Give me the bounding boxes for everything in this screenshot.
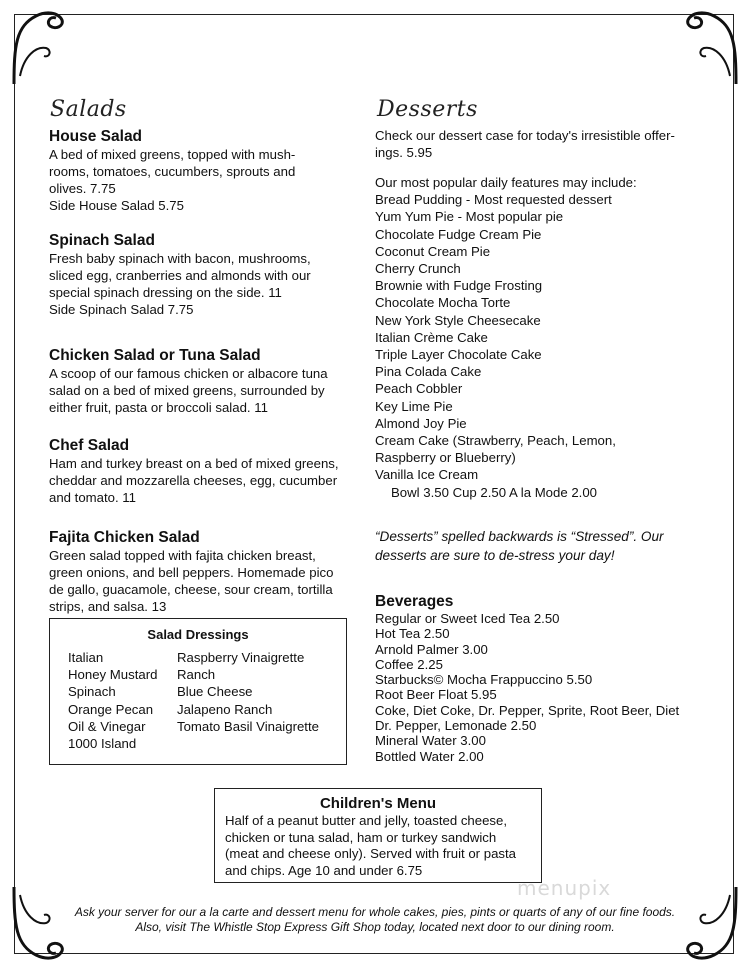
desserts-intro: Check our dessert case for today's irresistible offer- ings. 5.95 xyxy=(375,128,675,160)
beverage-item: Hot Tea 2.50 xyxy=(375,626,450,642)
item-title: Chicken Salad or Tuna Salad xyxy=(49,347,261,364)
beverages-heading: Beverages xyxy=(375,593,454,610)
item-title: Spinach Salad xyxy=(49,232,155,249)
beverage-item: Regular or Sweet Iced Tea 2.50 xyxy=(375,611,560,626)
salad-dressings-box xyxy=(49,618,347,765)
dessert-item: Chocolate Fudge Cream Pie xyxy=(375,226,542,242)
desserts-heading: Desserts xyxy=(377,97,478,122)
dressing-item: Spinach xyxy=(68,684,116,700)
salad-fajita-chicken: Fajita Chicken Salad Green salad topped with fajita chicken breast, green onions, and bell peppers. Homemade pico de gallo, guacamole, cheese, sour cream, tortilla strips, and salsa. 13 xyxy=(49,529,359,615)
desserts-list: Our most popular daily features may include: Bread Pudding - Most requested dessert Yum Yum Pie - Most popular pie Chocolate Fudge Cream Pie Coconut Cream Pie Cherry Crunch Brownie with Fudge Frosting Chocolate Mocha Torte New York Style Cheesecake Italian Crème Cake Triple Layer Chocolate Cake Pina Colada Cake Peach Cobbler Key Lime Pie Almond Joy Pie Cream Cake (Strawberry, Peach, Lemon, Raspberry or Blueberry) Vanilla Ice Cream Bowl 3.50 Cup 2.50 A la Mode 2.00 xyxy=(375,174,715,501)
dessert-item: Triple Layer Chocolate Cake xyxy=(375,347,542,363)
beverages-list xyxy=(375,611,720,764)
salad-spinach: Spinach Salad Fresh baby spinach with bacon, mushrooms, sliced egg, cranberries and almonds with our special spinach dressing on the side. 11 Side Spinach Salad 7.75 xyxy=(49,232,359,318)
salads-heading: Salads xyxy=(50,97,127,122)
dressing-item: Oil & Vinegar xyxy=(68,718,146,734)
dressing-item: Blue Cheese xyxy=(177,684,253,700)
dessert-item: Vanilla Ice Cream xyxy=(375,467,479,483)
dressing-item: Italian xyxy=(68,650,104,665)
dressing-item: Raspberry Vinaigrette xyxy=(177,650,305,665)
footer-note: Ask your server for our a la carte and dessert menu for whole cakes, pies, pints or quarts of any of our fine foods. Also, visit The Whistle Stop Express Gift Shop today, located next door to our dining room. xyxy=(74,905,676,934)
dessert-item: Key Lime Pie xyxy=(375,398,453,414)
dessert-item: Pina Colada Cake xyxy=(375,364,482,380)
childrens-menu-title: Children's Menu xyxy=(319,795,437,812)
beverage-item: Starbucks© Mocha Frappuccino 5.50 xyxy=(375,672,593,688)
beverage-item: Bottled Water 2.00 xyxy=(375,748,484,764)
desserts-quote: “Desserts” spelled backwards is “Stressed”. Our desserts are sure to de-stress your day! xyxy=(375,529,664,563)
beverage-item: Coffee 2.25 xyxy=(375,656,443,672)
dressing-item: Orange Pecan xyxy=(68,701,154,717)
beverage-item: Mineral Water 3.00 xyxy=(375,733,486,749)
corner-flourish-top-left xyxy=(6,6,66,86)
salad-dressings-title: Salad Dressings xyxy=(147,627,249,642)
salad-chef: Chef Salad Ham and turkey breast on a bed of mixed greens, cheddar and mozzarella cheeses, egg, cucumber and tomato. 11 xyxy=(49,437,359,506)
dressings-left-list xyxy=(68,649,157,752)
dessert-item: Raspberry or Blueberry) xyxy=(375,450,516,466)
beverage-item: Root Beer Float 5.95 xyxy=(375,687,497,703)
salad-chicken-tuna: Chicken Salad or Tuna Salad A scoop of our famous chicken or albacore tuna salad on a bed of mixed greens, surrounded by either fruit, pasta or broccoli salad. 11 xyxy=(49,347,359,416)
dessert-item: Coconut Cream Pie xyxy=(375,243,491,259)
dessert-item: Cream Cake (Strawberry, Peach, Lemon, xyxy=(375,433,616,449)
dessert-item: New York Style Cheesecake xyxy=(375,312,541,328)
dressing-item: Ranch xyxy=(177,667,216,683)
dressing-item: Honey Mustard xyxy=(68,667,158,683)
dressing-item: Tomato Basil Vinaigrette xyxy=(177,718,319,734)
watermark-logo: menupix xyxy=(517,876,612,900)
item-title: Chef Salad xyxy=(49,437,130,454)
dessert-item: Brownie with Fudge Frosting xyxy=(375,278,543,294)
ice-cream-prices: Bowl 3.50 Cup 2.50 A la Mode 2.00 xyxy=(391,484,598,500)
dessert-item: Chocolate Mocha Torte xyxy=(375,295,511,311)
item-title: Fajita Chicken Salad xyxy=(49,529,200,546)
dressing-item: 1000 Island xyxy=(68,736,137,752)
dressings-right-list xyxy=(177,649,319,735)
dressing-item: Jalapeno Ranch xyxy=(177,701,273,717)
salad-house: House Salad A bed of mixed greens, topped with mush- rooms, tomatoes, cucumbers, sprouts and olives. 7.75 Side House Salad 5.75 xyxy=(49,128,359,214)
beverage-item: Arnold Palmer 3.00 xyxy=(375,641,488,657)
dessert-item: Peach Cobbler xyxy=(375,381,463,397)
dessert-item: Yum Yum Pie - Most popular pie xyxy=(375,209,564,225)
beverage-item: Dr. Pepper, Lemonade 2.50 xyxy=(375,718,537,734)
dessert-item: Almond Joy Pie xyxy=(375,415,467,431)
dessert-item: Bread Pudding - Most requested dessert xyxy=(375,192,612,208)
beverages-section xyxy=(375,593,720,764)
dessert-item: Cherry Crunch xyxy=(375,261,461,277)
item-title: House Salad xyxy=(49,128,143,145)
beverage-item: Coke, Diet Coke, Dr. Pepper, Sprite, Root Beer, Diet xyxy=(375,702,680,718)
dessert-item: Italian Crème Cake xyxy=(375,329,488,345)
corner-flourish-top-right xyxy=(684,6,744,86)
childrens-menu-box: Children's Menu Half of a peanut butter and jelly, toasted cheese, chicken or tuna salad, ham or turkey sandwich (meat and cheese only). Served with fruit or pasta and chips. Age 10 and under 6.75 xyxy=(214,788,542,883)
